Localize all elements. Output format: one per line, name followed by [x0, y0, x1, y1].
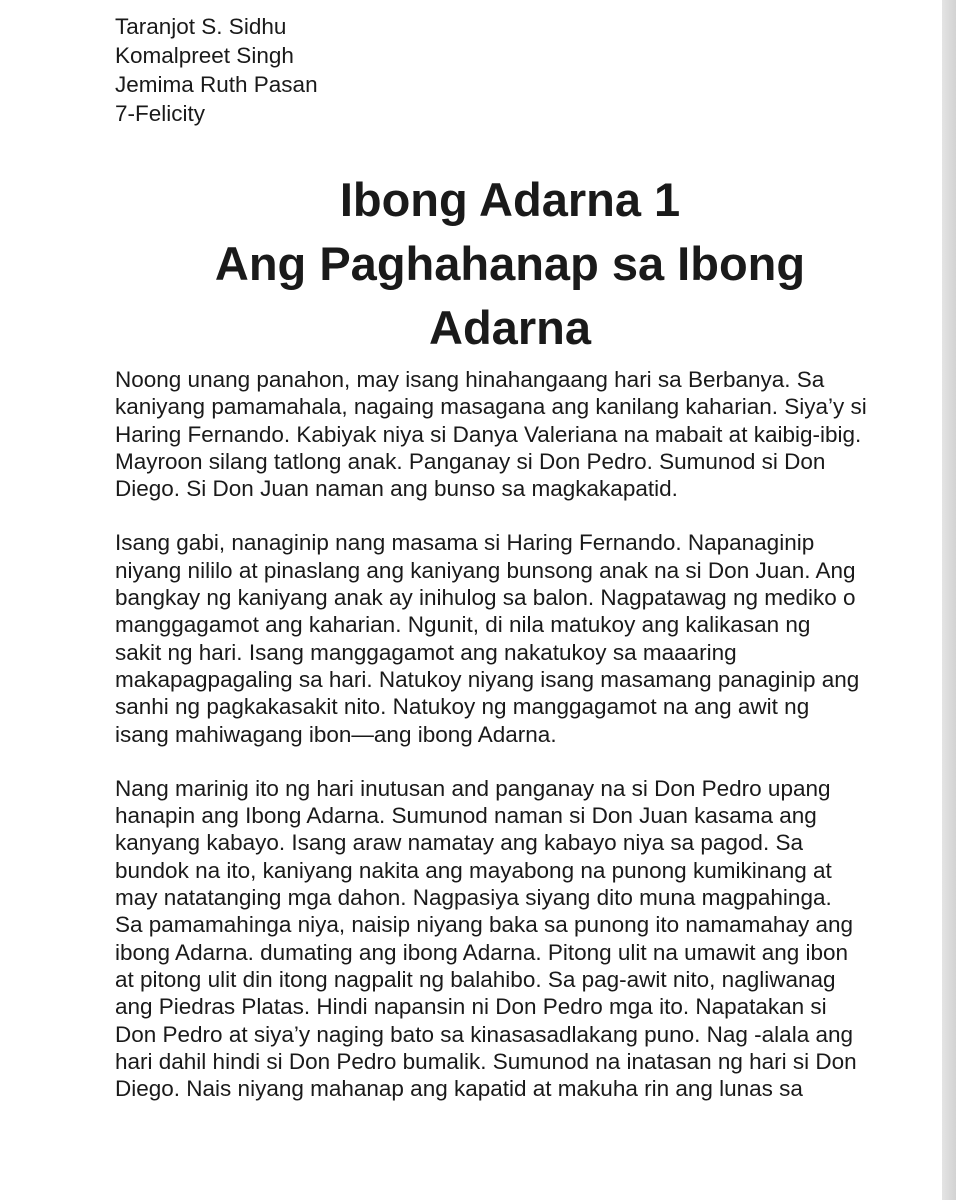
- text-line: sanhi ng pagkakasakit nito. Natukoy ng manggagamot na ang awit ng: [115, 694, 810, 720]
- text-line: Diego. Si Don Juan naman ang bunso sa magkakapatid.: [115, 476, 678, 502]
- text-line: isang mahiwagang ibon—ang ibong Adarna.: [115, 721, 557, 747]
- page-edge: [942, 0, 956, 1200]
- author-line: Taranjot S. Sidhu: [115, 14, 287, 39]
- author-line: Jemima Ruth Pasan: [115, 72, 318, 97]
- text-line: at pitong ulit din itong nagpalit ng balahibo. Sa pag-awit nito, nagliwanag: [115, 966, 836, 992]
- paragraph-2: [115, 529, 867, 747]
- text-line: makapagpagaling sa hari. Natukoy niyang isang masamang panaginip ang: [115, 666, 860, 692]
- author-line: Komalpreet Singh: [115, 43, 294, 68]
- author-block: [115, 12, 318, 128]
- paragraph-3: [115, 775, 867, 1103]
- text-line: Isang gabi, nanaginip nang masama si Haring Fernando. Napanaginip: [115, 530, 815, 556]
- text-line: Noong unang panahon, may isang hinahangaang hari sa Berbanya. Sa: [115, 367, 825, 392]
- text-line: Diego. Nais niyang mahanap ang kapatid at makuha rin ang lunas sa: [115, 1076, 803, 1102]
- text-line: hanapin ang Ibong Adarna. Sumunod naman si Don Juan kasama ang: [115, 803, 817, 829]
- title-line: Adarna: [429, 301, 591, 354]
- text-line: niyang nililo at pinaslang ang kaniyang bunsong anak na si Don Juan. Ang: [115, 557, 856, 583]
- text-line: kaniyang pamamahala, nagaing masagana ang kanilang kaharian. Siya’y si: [115, 394, 867, 420]
- document-title: [100, 168, 920, 360]
- text-line: sakit ng hari. Isang manggagamot ang nakatukoy sa maaaring: [115, 639, 737, 665]
- text-line: Nang marinig ito ng hari inutusan and panganay na si Don Pedro upang: [115, 775, 831, 801]
- text-line: ang Piedras Platas. Hindi napansin ni Don Pedro mga ito. Napatakan si: [115, 994, 827, 1020]
- title-line: Ang Paghahanap sa Ibong: [214, 237, 806, 290]
- text-line: may natatanging mga dahon. Nagpasiya siyang dito muna magpahinga.: [115, 885, 832, 911]
- text-line: bangkay ng kaniyang anak ay inihulog sa balon. Nagpatawag ng mediko o: [115, 585, 856, 611]
- text-line: hari dahil hindi si Don Pedro bumalik. Sumunod na inatasan ng hari si Don: [115, 1048, 857, 1074]
- paragraph-1: [115, 366, 867, 502]
- text-line: Don Pedro at siya’y naging bato sa kinasasadlakang puno. Nag -alala ang: [115, 1021, 853, 1047]
- text-line: Haring Fernando. Kabiyak niya si Danya Valeriana na mabait at kaibig-ibig.: [115, 421, 862, 447]
- title-line: Ibong Adarna 1: [339, 173, 681, 226]
- text-line: kanyang kabayo. Isang araw namatay ang kabayo niya sa pagod. Sa: [115, 830, 803, 856]
- section-line: 7-Felicity: [115, 101, 206, 126]
- text-line: Sa pamamahinga niya, naisip niyang baka sa punong ito namamahay ang: [115, 912, 853, 938]
- text-line: Mayroon silang tatlong anak. Panganay si Don Pedro. Sumunod si Don: [115, 448, 826, 474]
- text-line: bundok na ito, kaniyang nakita ang mayabong na punong kumikinang at: [115, 857, 832, 883]
- text-line: ibong Adarna. dumating ang ibong Adarna. Pitong ulit na umawit ang ibon: [115, 939, 849, 965]
- text-line: manggagamot ang kaharian. Ngunit, di nila matukoy ang kalikasan ng: [115, 612, 811, 638]
- body-text: [115, 366, 867, 1129]
